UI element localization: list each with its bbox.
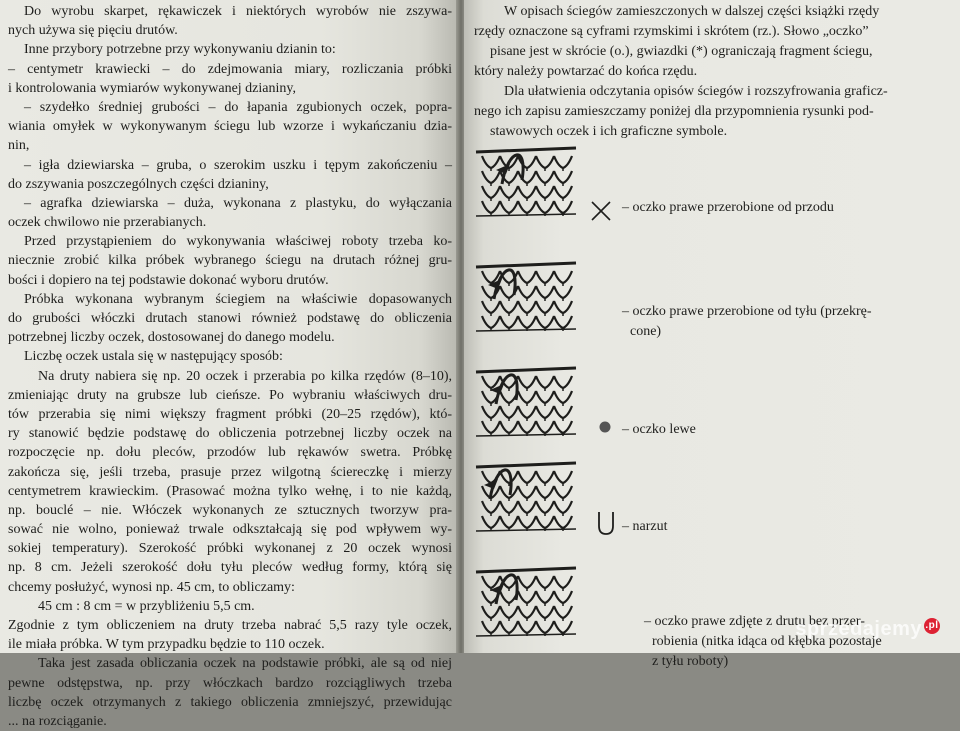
text-line: tów przerabia się nimi większy fragment próbki (20–25 rzędów), któ- — [8, 406, 452, 422]
text-line: sokiej temperatury). Szerokość próbki wykonanej z 20 oczek wynosi — [8, 541, 452, 557]
text-line: niecznie zrobić kilka próbek wybranego ściegu na drutach różnej gru- — [8, 253, 452, 269]
text-line: Na druty nabiera się np. 20 oczek i przerabia po kilka rzędów (8–10), — [38, 368, 452, 384]
text-line: liczbę oczek otrzymanych z takiego obliczenia zmniejszyć, przewidując — [8, 694, 452, 710]
text-line: 45 cm : 8 cm = w przybliżeniu 5,5 cm. — [38, 598, 255, 614]
watermark — [795, 618, 940, 641]
stitch-illustration — [472, 360, 584, 440]
stitch-label-line: – narzut — [622, 519, 668, 534]
left-page-text — [8, 2, 452, 731]
text-line: pisane jest w skrócie (o.), gwiazdki (*) ograniczają fragment ściegu, — [490, 44, 873, 59]
text-line: zmieniając druty na grubsze lub cieńsze. Po wybraniu właściwych dru- — [8, 387, 452, 403]
text-line: Do wyrobu skarpet, rękawiczek i niektórych wyrobów nie zszywa- — [24, 4, 452, 19]
watermark-text: sprzedajemy — [795, 618, 922, 640]
stitch-label — [622, 517, 667, 537]
text-line: Inne przybory potrzebne przy wykonywaniu dzianin to: — [24, 42, 336, 58]
text-line: który należy powtarzać do końca rzędu. — [474, 64, 698, 79]
text-line: Przed przystąpieniem do wykonywania właściwej roboty trzeba ko- — [24, 234, 452, 250]
text-line: oczek chwilowo nie przerabianych. — [8, 215, 207, 231]
stitch-label-line: cone) — [630, 324, 662, 339]
text-line: do grubości włóczki drutach stanowi również podstawę do obliczenia — [8, 311, 452, 326]
stitch-illustration — [472, 560, 584, 640]
stitch-symbol-line-icon — [590, 306, 612, 333]
stitch-illustration — [472, 140, 584, 220]
text-line: pewne odstępstwa, np. przy włóczkach bardzo rozciągliwych trzeba — [8, 675, 452, 691]
stitch-illustration — [472, 455, 584, 535]
stitch-illustration — [472, 255, 584, 335]
text-line: Zgodnie z tym obliczeniem na druty trzeba nabrać 5,5 razy tyle oczek, — [8, 618, 452, 633]
stitch-symbol-dot-icon — [598, 420, 612, 439]
text-line: – centymetr krawiecki – do zdejmowania miary, rozliczania próbki — [8, 61, 452, 77]
text-line: nych używa się pięciu drutów. — [8, 23, 178, 39]
text-line: np. bouclé – nie. Włóczek wykonanych ze sztucznych tworzyw pra- — [8, 502, 452, 518]
text-line: Taka jest zasada obliczania oczek na podstawie próbki, ale są od niej — [38, 656, 452, 672]
watermark-badge: .pl — [924, 618, 940, 634]
text-line: nego ich zapisu zamieszczamy poniżej dla przypomnienia rysunki pod- — [474, 104, 874, 119]
text-line: sować nie wolno, ponieważ trwale odkształcają się pod wpływem wy- — [8, 522, 452, 538]
stitch-symbol-u-icon — [596, 510, 616, 541]
text-line: Próbka wykonana wybranym ściegiem na właściwie dopasowanych — [24, 291, 452, 307]
stitch-label-line: z tyłu roboty) — [652, 654, 729, 669]
text-line: ry stanowić będzie podstawę do obliczenia potrzebnej liczby oczek na — [8, 426, 452, 442]
text-line: zakończa się, jeśli trzeba, prasuje przez wilgotną ściereczkę i mierzy — [8, 464, 452, 480]
text-line: W opisach ściegów zamieszczonych w dalszej części książki rzędy — [504, 4, 880, 19]
text-line: Dla ułatwienia odczytania opisów ściegów i rozszyfrowania graficz- — [504, 84, 888, 99]
stitch-label — [622, 420, 696, 440]
text-line: bości i dopiero na tej podstawie dokonać wyboru drutów. — [8, 272, 329, 288]
text-line: do zszywania poszczególnych części dzianiny, — [8, 176, 269, 192]
stitch-label-line: – oczko prawe zdjęte z drutu bez przer- — [644, 614, 865, 629]
stitch-label-line: – oczko prawe przerobione od przodu — [622, 200, 834, 215]
stitch-label-line: – oczko lewe — [622, 422, 696, 437]
right-page-intro — [474, 2, 944, 142]
right-page — [464, 0, 960, 669]
stitch-symbol-cross-icon — [590, 200, 612, 227]
text-line: stawowych oczek i ich graficzne symbole. — [490, 124, 728, 139]
text-line: – agrafka dziewiarska – duża, wykonana z plastyku, do wyłączania — [24, 195, 452, 211]
text-line: ile miała próbka. W tym przypadku będzie to 110 oczek. — [8, 637, 325, 653]
text-line: ... na rozciąganie. — [8, 713, 107, 729]
stitch-label — [622, 302, 872, 342]
text-line: – igła dziewiarska – gruba, o szerokim uszku i tępym zakończeniu – — [24, 157, 452, 173]
stitch-label-line: robienia (nitka idąca od kłębka pozostaje — [652, 634, 882, 649]
text-line: i kontrolowania wymiarów wykonywanej dzianiny, — [8, 80, 296, 96]
text-line: wiania omyłek w wykonywanym ściegu lub wzorze i wykańczaniu dzia- — [8, 119, 452, 135]
stitch-label — [622, 198, 834, 218]
text-line: Liczbę oczek ustala się w następujący sposób: — [24, 349, 283, 365]
text-line: potrzebnej liczby oczek, dostosowanej do danego modelu. — [8, 330, 335, 346]
text-line: rzędy oznaczone są cyframi rzymskimi i skrótem (rz.). Słowo „oczko” — [474, 24, 869, 39]
stitch-label-line: – oczko prawe przerobione od tyłu (przekrę- — [622, 304, 872, 319]
left-page — [0, 0, 458, 729]
text-line: centymetrem krawieckim. (Prasować można tylko wełnę, i to nie każdą, — [8, 483, 452, 499]
text-line: rozpoczęcie np. dołu pleców, przodów lub rękawów swetra. Próbkę — [8, 445, 452, 461]
text-line: – szydełko średniej grubości – do łapania zgubionych oczek, popra- — [24, 99, 452, 115]
text-line: np. 8 cm. Jeżeli szerokość dołu tyłu pleców według formy, którą się — [8, 560, 452, 576]
text-line: nin, — [8, 138, 30, 154]
text-line: chcemy posłużyć, wynosi np. 45 cm, to obliczamy: — [8, 579, 295, 595]
